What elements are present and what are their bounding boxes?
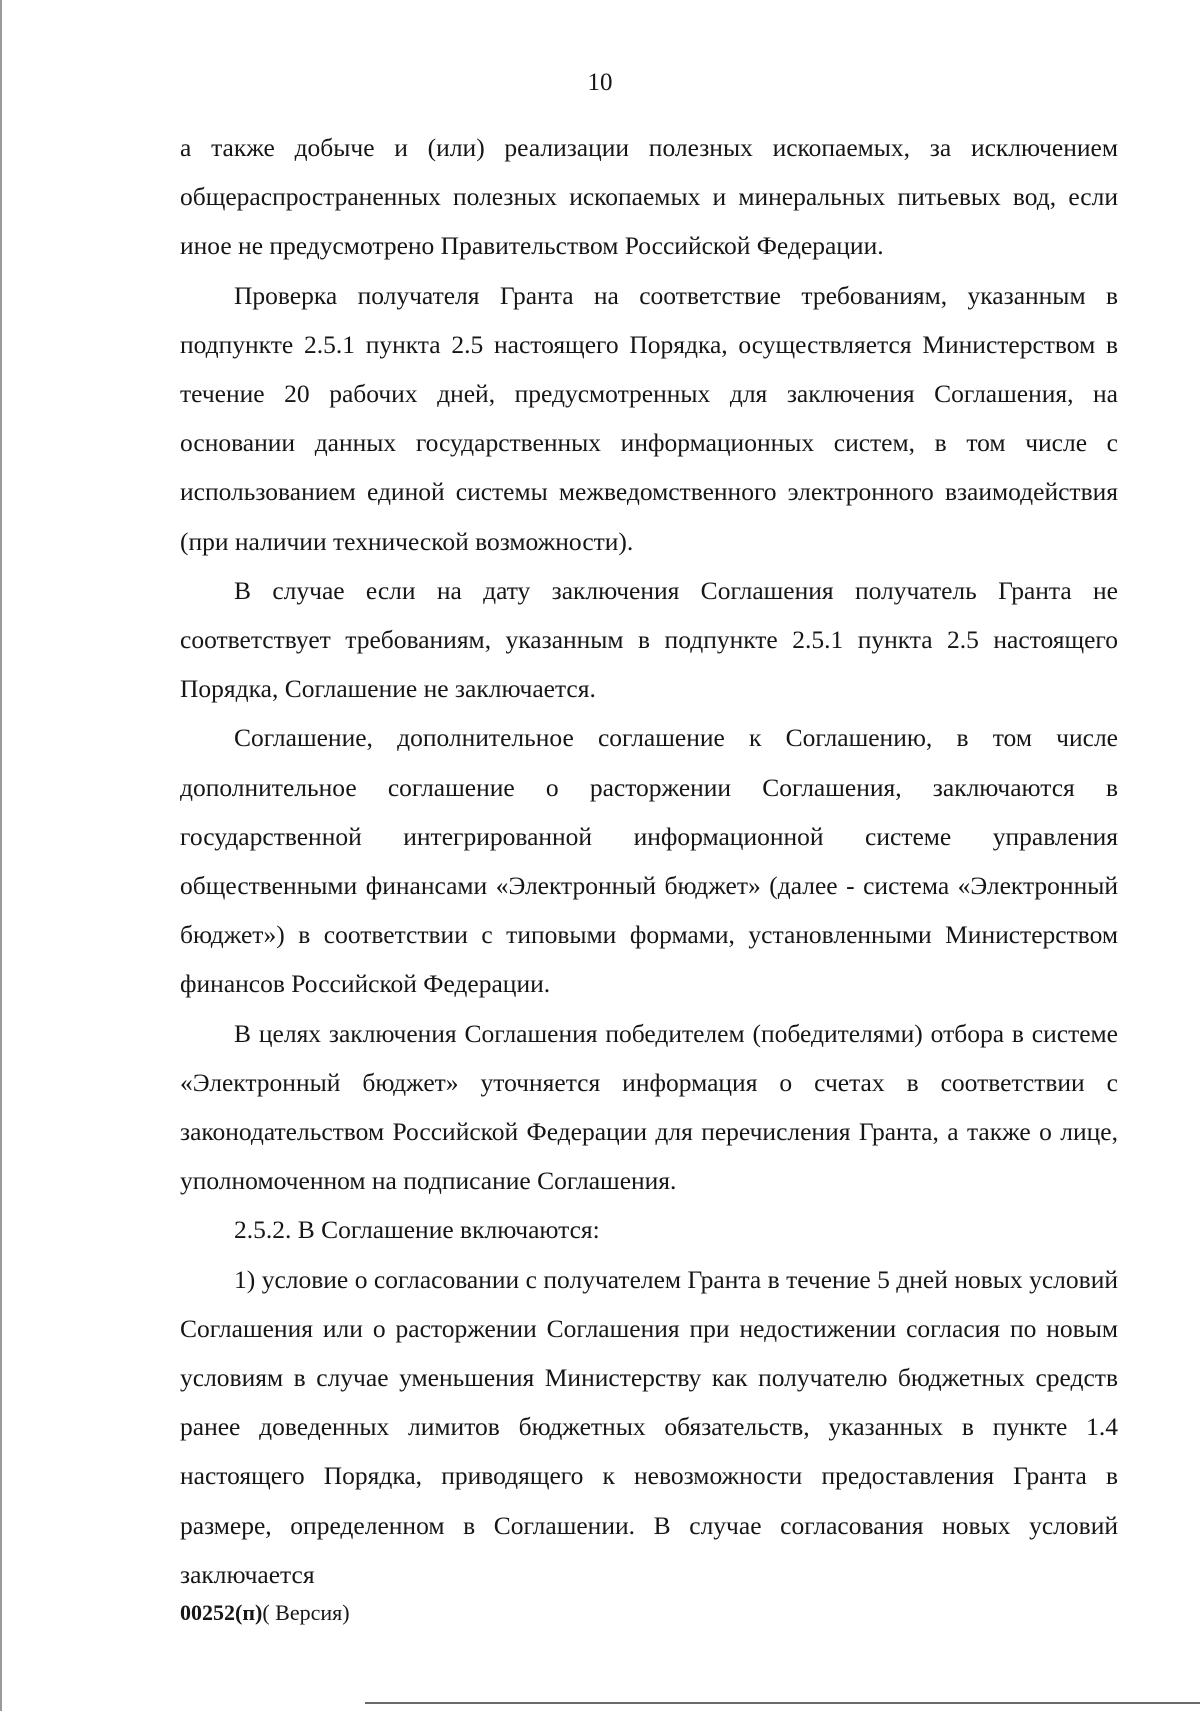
- document-version: ( Версия): [262, 1600, 350, 1625]
- paragraph-noncompliance: В случае если на дату заключения Соглашения получатель Гранта не соответствует требованиям, указанным в подпункте 2.5.1 пункта 2.5 настоящего Порядка, Соглашение не заключается.: [180, 575, 1118, 704]
- section-heading-2-5-2: 2.5.2. В Соглашение включаются:: [234, 1215, 600, 1245]
- paragraph-item-1: 1) условие о согласовании с получателем Гранта в течение 5 дней новых условий Соглашения или о расторжении Соглашения при недостижении согласия по новым условиям в случае уменьшения Министерству как получателю бюджетных средств ранее доведенных лимитов бюджетных обязательств, указанных в пункте 1.4 настоящего Порядка, приводящего к невозможности предоставления Гранта в размере, определенном в Соглашении. В случае согласования новых условий заключается: [180, 1264, 1118, 1589]
- bottom-divider: [365, 1702, 1200, 1704]
- paragraph-accounts: В целях заключения Соглашения победителем (победителями) отбора в системе «Электронный бюджет» уточняется информация о счетах в соответствии с законодательством Российской Федерации для перечисления Гранта, а также о лице, уполномоченном на подписание Соглашения.: [180, 1018, 1118, 1196]
- document-footer: [180, 1598, 350, 1628]
- page-number: 10: [587, 69, 613, 96]
- document-code: 00252(п): [180, 1600, 263, 1625]
- scan-left-edge: [0, 0, 2, 1711]
- document-body: [180, 123, 1118, 1599]
- paragraph-verification: Проверка получателя Гранта на соответствие требованиям, указанным в подпункте 2.5.1 пункта 2.5 настоящего Порядка, осуществляется Министерством в течение 20 рабочих дней, предусмотренных для заключения Соглашения, на основании данных государственных информационных систем, в том числе с использованием единой системы межведомственного электронного взаимодействия (при наличии технической возможности).: [180, 280, 1118, 556]
- paragraph-electronic-budget: Соглашение, дополнительное соглашение к Соглашению, в том числе дополнительное соглашение о расторжении Соглашения, заключаются в государственной интегрированной информационной системе управления общественными финансами «Электронный бюджет» (далее - система «Электронный бюджет») в соответствии с типовыми формами, установленными Министерством финансов Российской Федерации.: [180, 723, 1118, 999]
- paragraph-continuation: а также добыче и (или) реализации полезных ископаемых, за исключением общераспространенных полезных ископаемых и минеральных питьевых вод, если иное не предусмотрено Правительством Российской Федерации.: [180, 133, 1118, 261]
